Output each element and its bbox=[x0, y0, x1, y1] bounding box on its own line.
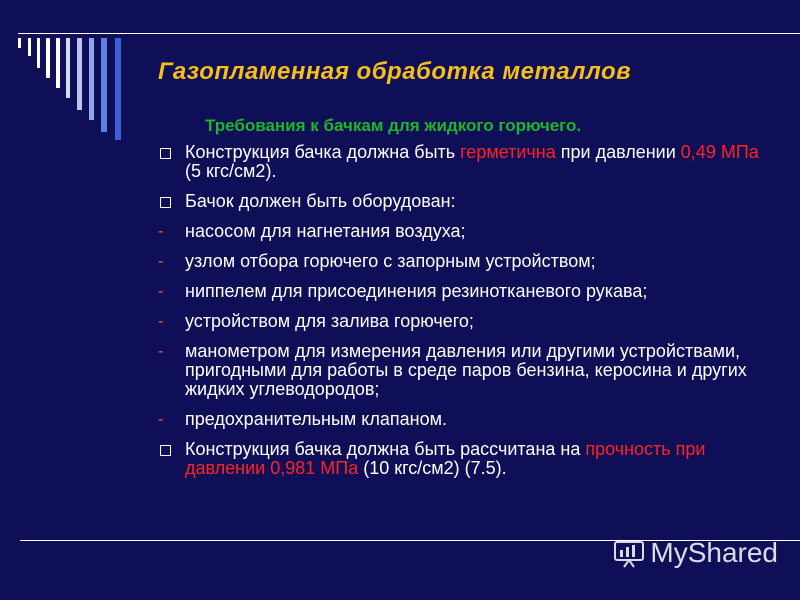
item-text bbox=[185, 311, 474, 331]
dash-bullet-icon: - bbox=[158, 283, 164, 300]
sub-item bbox=[158, 222, 768, 241]
square-bullet-icon bbox=[160, 192, 171, 212]
item-text bbox=[185, 191, 456, 211]
sub-item bbox=[158, 282, 768, 301]
square-bullet-shape bbox=[160, 197, 171, 208]
dash-bullet-icon: - bbox=[158, 223, 164, 240]
square-bullet-shape bbox=[160, 445, 171, 456]
myshared-logo[interactable] bbox=[612, 536, 778, 570]
highlighted-text: герметична bbox=[460, 142, 556, 162]
text-segment: устройством для залива горючего; bbox=[185, 311, 474, 331]
sub-item bbox=[158, 342, 768, 399]
sub-item bbox=[158, 410, 768, 429]
dash-bullet-icon: - bbox=[158, 343, 164, 360]
decorative-stripes bbox=[0, 0, 140, 140]
item-text bbox=[185, 409, 447, 429]
square-bullet-shape bbox=[160, 148, 171, 159]
presentation-icon bbox=[612, 536, 646, 570]
text-segment: манометром для измерения давления или другими устройствами, пригодными для работы в среде паров бензина, керосина и других жидких углеводородов; bbox=[185, 341, 747, 399]
item-text bbox=[185, 281, 647, 301]
text-segment: (5 кгс/см2). bbox=[185, 161, 277, 181]
text-segment: при давлении bbox=[555, 142, 681, 162]
item-text bbox=[185, 439, 705, 478]
sub-item bbox=[158, 252, 768, 271]
text-segment: (10 кгс/см2) (7.5). bbox=[358, 458, 507, 478]
square-bullet-icon bbox=[160, 143, 171, 163]
item-text bbox=[185, 251, 596, 271]
requirements-list bbox=[158, 143, 768, 489]
text-segment: насосом для нагнетания воздуха; bbox=[185, 221, 466, 241]
text-segment: Конструкция бачка должна быть рассчитана на bbox=[185, 439, 586, 459]
item-text bbox=[185, 221, 466, 241]
bullet-item bbox=[158, 192, 768, 211]
item-text bbox=[185, 142, 759, 181]
dash-bullet-icon: - bbox=[158, 411, 164, 428]
bullet-item bbox=[158, 440, 768, 478]
text-segment: предохранительным клапаном. bbox=[185, 409, 447, 429]
highlighted-text: прочность при давлении 0,981 МПа bbox=[185, 439, 706, 478]
bullet-item bbox=[158, 143, 768, 181]
highlighted-text: 0,49 МПа bbox=[680, 142, 759, 162]
text-segment: Бачок должен быть оборудован: bbox=[185, 191, 456, 211]
text-segment: Конструкция бачка должна быть bbox=[185, 142, 461, 162]
slide-title: Газопламенная обработка металлов bbox=[158, 58, 632, 85]
logo-text: MyShared bbox=[650, 537, 778, 568]
square-bullet-icon bbox=[160, 440, 171, 460]
item-text bbox=[185, 341, 747, 399]
text-segment: узлом отбора горючего с запорным устройством; bbox=[185, 251, 596, 271]
dash-bullet-icon: - bbox=[158, 253, 164, 270]
text-segment: ниппелем для присоединения резинотканевого рукава; bbox=[185, 281, 648, 301]
dash-bullet-icon: - bbox=[158, 313, 164, 330]
slide-subtitle: Требования к бачкам для жидкого горючего. bbox=[205, 116, 582, 135]
sub-item bbox=[158, 312, 768, 331]
